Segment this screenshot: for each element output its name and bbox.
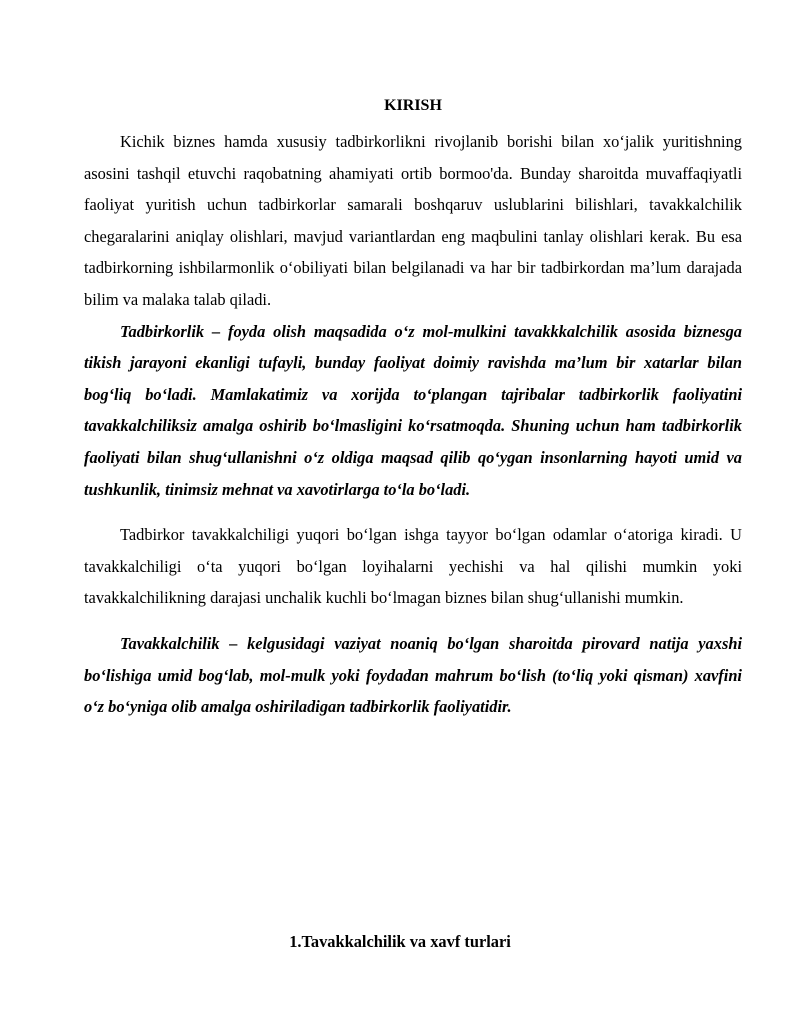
document-page xyxy=(84,94,742,723)
page-title: KIRISH xyxy=(384,97,442,114)
definition-risk-paragraph: Tavakkalchilik – kelgusidagi vaziyat noaniq bo‘lgan sharoitda pirovard natija yaxshi bo‘lishiga umid bog‘lab, mol-mulk yoki foydadan mahrum bo‘lish (to‘liq yoki qisman) xavfini o‘z bo‘yniga olib amalga oshiriladigan tadbirkorlik faoliyatidir. xyxy=(84,633,742,717)
section-title: 1.Tavakkalchilik va xavf turlari xyxy=(289,932,511,951)
definition-entrepreneurship-paragraph: Tadbirkorlik – foyda olish maqsadida o‘z mol-mulkini tavakkkalchilik asosida biznesga tikish jarayoni ekanligi tufayli, bunday faoliyat doimiy ravishda ma’lum bir xatarlar bilan bog‘liq bo‘ladi. Mamlakatimiz va xorijda to‘plangan tajribalar tadbirkorlik faoliyatini tavakkalchiliksiz amalga oshirib bo‘lmasligini ko‘rsatmoqda. Shuning uchun ham tadbirkorlik faoliyati bilan shug‘ullanishni o‘z oldiga maqsad qilib qo‘ygan insonlarning hayoti umid va tushkunlik, tinimsiz mehnat va xavotirlarga to‘la bo‘ladi. xyxy=(84,321,742,499)
intro-paragraph: Kichik biznes hamda xususiy tadbirkorlikni rivojlanib borishi bilan xo‘jalik yuritishning asosini tashqil etuvchi raqobatning ahamiyati ortib bormoo'da. Bunday sharoitda muvaffaqiyatli faoliyat yuritish uchun tadbirkorlar samarali boshqaruv uslublarini bilishlari, tavakkalchilik chegaralarini aniqlay olishlari, mavjud variantlardan eng maqbulini tanlay olishlari kerak. Bu esa tadbirkorning ishbilarmonlik o‘obiliyati bilan belgilanadi va har bir tadbirkordan ma’lum darajada bilim va malaka talab qiladi. xyxy=(84,132,742,309)
entrepreneur-risk-paragraph: Tadbirkor tavakkalchiligi yuqori bo‘lgan ishga tayyor bo‘lgan odamlar o‘atoriga kiradi. U tavakkalchiligi o‘ta yuqori bo‘lgan loyihalarni yechishi va hal qilishi mumkin yoki tavakkalchilikning darajasi unchalik kuchli bo‘lmagan biznes bilan shug‘ullanishi mumkin. xyxy=(84,525,742,608)
